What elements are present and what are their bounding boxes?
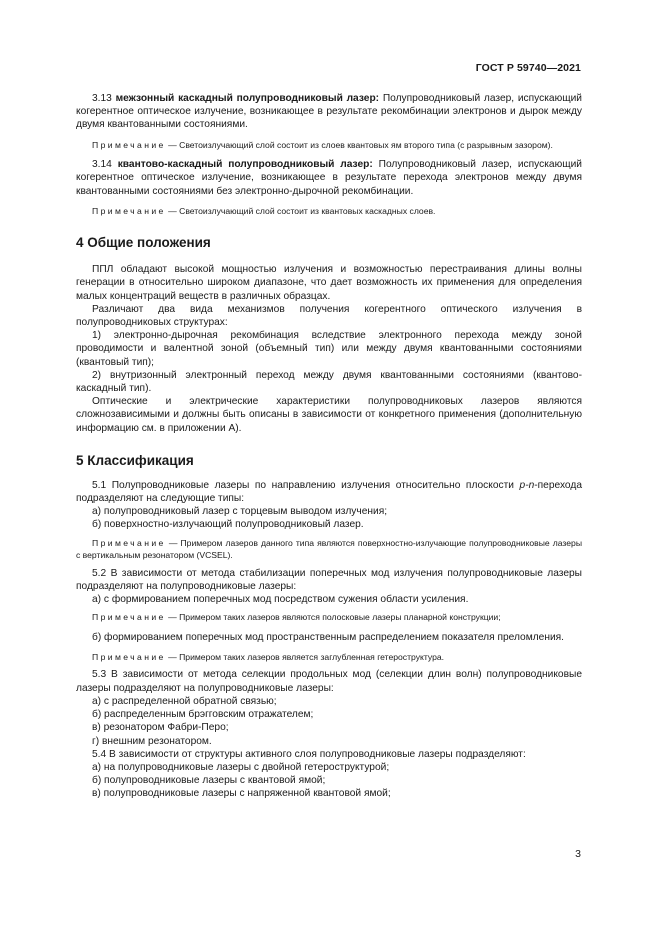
list-item: б) поверхностно-излучающий полупроводниковый лазер. — [92, 519, 364, 531]
note-label: Примечание — [92, 612, 166, 623]
term-definition: Полупроводниковый лазер, испускающий когерентное оптическое излучение, возникающее в результате рекомбинации электронов и дырок между двумя квантованными состояниями. — [76, 93, 582, 131]
list-item: а) с распределенной обратной связью; — [92, 695, 277, 707]
note-label: Примечание — [92, 205, 166, 216]
list-item: б) распределенным брэгговским отражателем; — [92, 709, 314, 721]
term-number: 3.14 — [92, 159, 112, 171]
section-5-heading: 5 Классификация — [76, 452, 194, 468]
note-label: Примечание — [92, 651, 166, 662]
pn-junction-label: p-n — [519, 479, 535, 491]
note-text: — Светоизлучающий слой состоит из слоев квантовых ям второго типа (с разрывным зазором). — [168, 139, 553, 150]
list-item: а) полупроводниковый лазер с торцевым выводом излучения; — [92, 506, 388, 518]
note-text: — Светоизлучающий слой состоит из квантовых каскадных слоев. — [168, 205, 436, 216]
note-label: Примечание — [92, 139, 166, 150]
list-item: а) на полупроводниковые лазеры с двойной гетероструктурой; — [92, 761, 390, 773]
sec4-paragraph-5: Оптические и электрические характеристики полупроводниковых лазеров являются сложнозависимыми и должны быть описаны в зависимости от конкретного применения (дополнительную информацию см. в приложении А). — [76, 396, 582, 434]
sec4-paragraph-3: 1) электронно-дырочная рекомбинация вследствие электронного перехода между зоной проводимости и валентной зоной (объемный тип) или между двумя квантованными состояниями (квантовый тип); — [76, 330, 582, 368]
list-item: б) полупроводниковые лазеры с квантовой ямой; — [92, 775, 326, 787]
list-item: в) полупроводниковые лазеры с напряженной квантовой ямой; — [92, 788, 391, 800]
note-5-2a — [76, 611, 582, 624]
note-text: — Примером таких лазеров является заглубленная гетероструктура. — [168, 651, 445, 662]
note-5-2b — [76, 651, 582, 664]
clause-5-3: 5.3 В зависимости от метода селекции продольных мод (селекции длин волн) полупроводниковые лазеры подразделяют на полупроводниковые лазеры: — [76, 669, 582, 694]
sec4-paragraph-1: ППЛ обладают высокой мощностью излучения и возможностью перестраивания длины волны генерации в относительно широком диапазоне, что дает возможность их применения для определения малых концентраций веществ в различных образцах. — [76, 264, 582, 302]
clause-5-1 — [76, 479, 582, 505]
page-number: 3 — [575, 848, 581, 860]
sec4-paragraph-2: Различают два вида механизмов получения когерентного оптического излучения в полупроводниковых структурах: — [76, 303, 582, 329]
list-item: в) резонатором Фабри-Перо; — [92, 722, 229, 734]
note-label: Примечание — [92, 537, 166, 548]
list-item: а) с формированием поперечных мод посредством сужения области усиления. — [92, 594, 469, 606]
clause-5-4: 5.4 В зависимости от структуры активного слоя полупроводниковые лазеры подразделяют: — [92, 748, 526, 760]
term-definition: Полупроводниковый лазер, испускающий когерентное оптическое излучение, возникающее в результате перехода электронов между двумя квантованными состояниями без электронно-дырочной рекомбинации. — [76, 159, 582, 197]
term-title: межзонный каскадный полупроводниковый лазер: — [115, 93, 380, 104]
note-text: — Примером таких лазеров являются полосковые лазеры планарной конструкции; — [168, 612, 501, 623]
note-5-1 — [76, 537, 582, 562]
list-item: б) формированием поперечных мод пространственным распределением показателя преломления. — [92, 631, 564, 643]
note-3-14 — [76, 205, 582, 218]
clause-5-2: 5.2 В зависимости от метода стабилизации поперечных мод излучения полупроводниковые лазеры подразделяют на полупроводниковые лазеры: — [76, 567, 582, 592]
note-text: — Примером лазеров данного типа являются поверхностно-излучающие полупроводниковые лазеры с вертикальным резонатором (VCSEL). — [76, 537, 582, 561]
sec4-paragraph-4: 2) внутризонный электронный переход между двумя квантованными состояниями (квантово-каскадный тип). — [76, 369, 582, 395]
note-3-13 — [76, 139, 582, 152]
term-3-14 — [76, 158, 582, 198]
clause-text-cont: -перехода подразделяют на следующие типы: — [76, 479, 582, 505]
document-code-header: ГОСТ Р 59740—2021 — [475, 62, 581, 74]
term-3-13 — [76, 92, 582, 132]
term-title: квантово-каскадный полупроводниковый лазер: — [117, 159, 373, 171]
section-4-heading: 4 Общие положения — [76, 235, 211, 251]
list-item: г) внешним резонатором. — [92, 735, 212, 747]
term-number: 3.13 — [92, 93, 112, 104]
clause-text: 5.1 Полупроводниковые лазеры по направлению излучения относительно плоскости — [92, 479, 514, 491]
document-body — [76, 92, 582, 801]
